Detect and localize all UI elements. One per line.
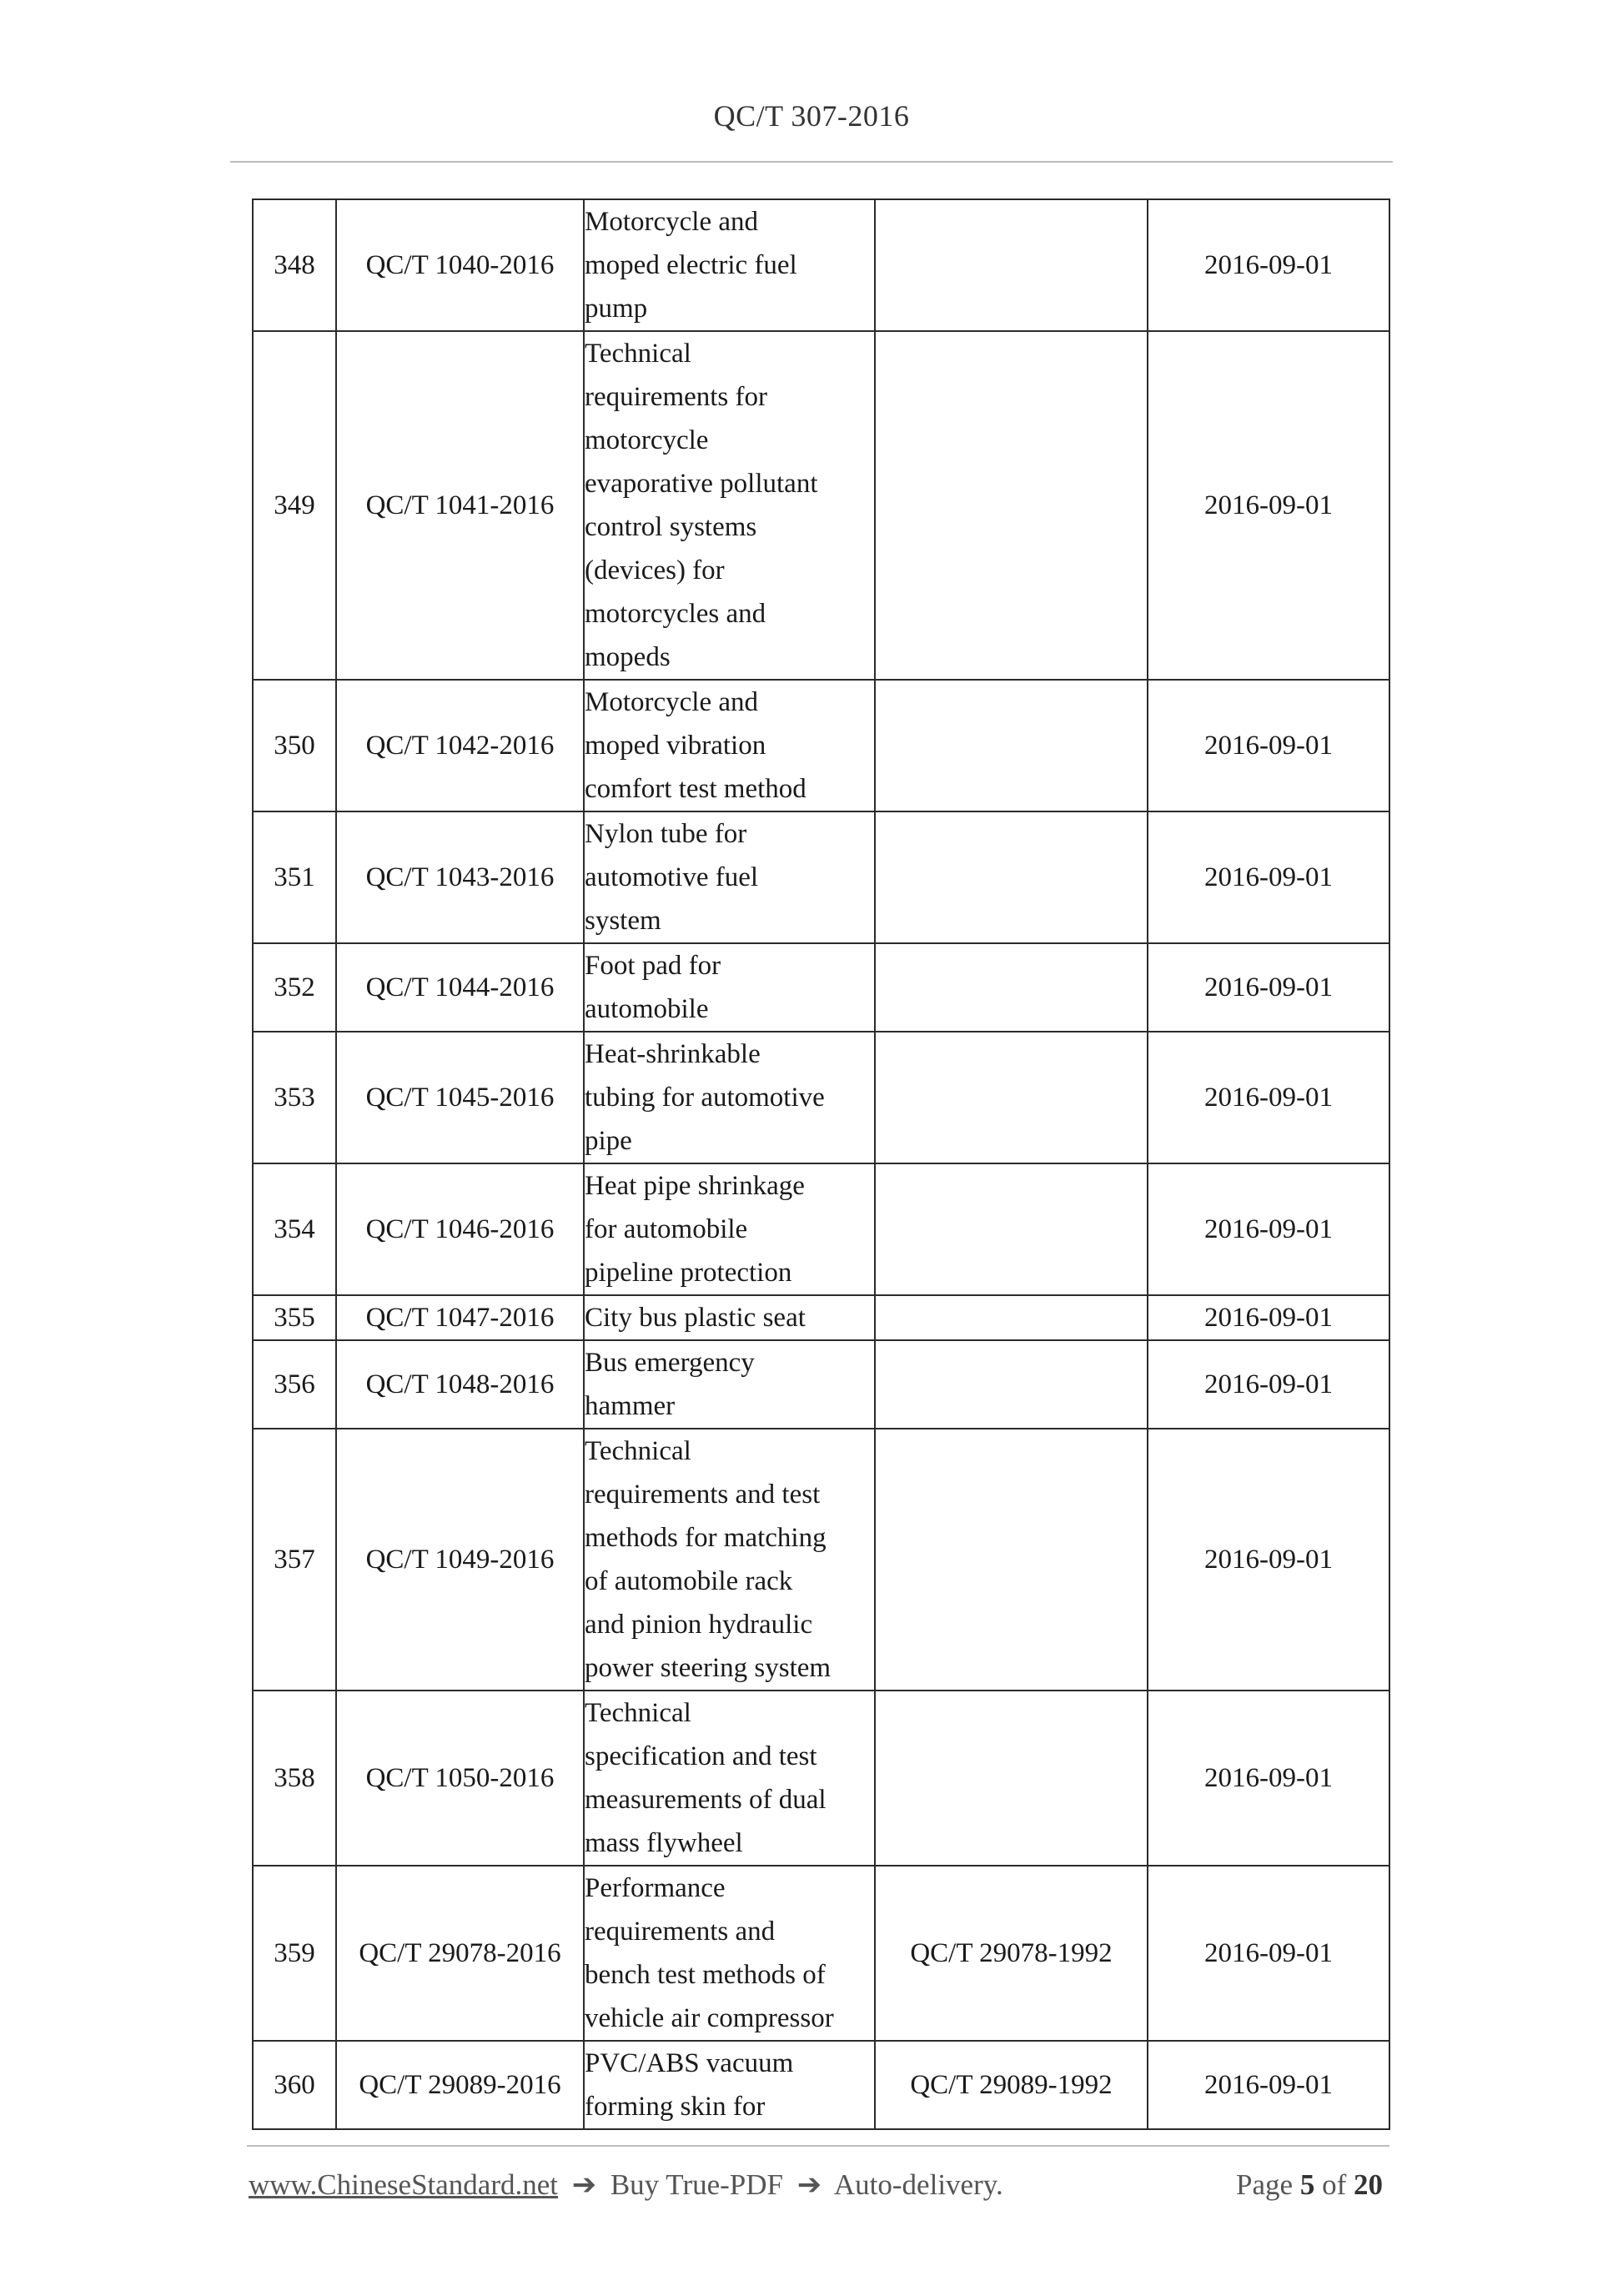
implementation-date: 2016-09-01	[1148, 331, 1389, 680]
title-line: PVC/ABS vacuum	[585, 2048, 794, 2078]
title-line: motorcycle	[585, 425, 709, 455]
standard-title	[584, 331, 875, 680]
footer-divider	[247, 2145, 1389, 2147]
table-row	[253, 1295, 1389, 1340]
title-line: requirements and test	[585, 1480, 821, 1510]
title-line: bench test methods of	[585, 1960, 826, 1990]
standard-title	[584, 943, 875, 1032]
standard-code: QC/T 29089-2016	[336, 2041, 584, 2129]
standard-code: QC/T 1046-2016	[336, 1163, 584, 1295]
replaced-standard: QC/T 29089-1992	[875, 2041, 1148, 2129]
row-number: 354	[253, 1163, 336, 1295]
table-row	[253, 1691, 1389, 1866]
row-number: 359	[253, 1866, 336, 2041]
standards-table	[252, 198, 1390, 2130]
table-row	[253, 1163, 1389, 1295]
replaced-standard	[875, 1429, 1148, 1691]
implementation-date: 2016-09-01	[1148, 1163, 1389, 1295]
implementation-date: 2016-09-01	[1148, 680, 1389, 811]
replaced-standard	[875, 1032, 1148, 1163]
title-line: Nylon tube for	[585, 819, 747, 849]
row-number: 349	[253, 331, 336, 680]
standard-code: QC/T 1047-2016	[336, 1295, 584, 1340]
standard-title	[584, 811, 875, 943]
title-line: Bus emergency	[585, 1348, 755, 1378]
implementation-date: 2016-09-01	[1148, 1429, 1389, 1691]
title-line: Performance	[585, 1873, 726, 1903]
standard-title	[584, 1691, 875, 1866]
title-line: Foot pad for	[585, 951, 721, 981]
footer-promo	[249, 2168, 1003, 2202]
standard-code: QC/T 1040-2016	[336, 199, 584, 331]
auto-delivery-text: Auto-delivery.	[833, 2168, 1003, 2201]
of-word: of	[1322, 2168, 1347, 2201]
implementation-date: 2016-09-01	[1148, 2041, 1389, 2129]
title-line: Heat-shrinkable	[585, 1039, 761, 1069]
table-row	[253, 1429, 1389, 1691]
replaced-standard: QC/T 29078-1992	[875, 1866, 1148, 2041]
replaced-standard	[875, 811, 1148, 943]
title-line: comfort test method	[585, 774, 806, 804]
title-line: vehicle air compressor	[585, 2003, 834, 2033]
table-row	[253, 1866, 1389, 2041]
row-number: 352	[253, 943, 336, 1032]
table-row	[253, 943, 1389, 1032]
title-line: Motorcycle and	[585, 687, 759, 717]
page-word: Page	[1236, 2168, 1294, 2201]
implementation-date: 2016-09-01	[1148, 811, 1389, 943]
replaced-standard	[875, 1340, 1148, 1429]
row-number: 360	[253, 2041, 336, 2129]
standard-title	[584, 680, 875, 811]
standard-code: QC/T 1043-2016	[336, 811, 584, 943]
implementation-date: 2016-09-01	[1148, 1032, 1389, 1163]
implementation-date: 2016-09-01	[1148, 943, 1389, 1032]
title-line: forming skin for	[585, 2092, 766, 2122]
table-row	[253, 811, 1389, 943]
title-line: methods for matching	[585, 1523, 827, 1553]
row-number: 351	[253, 811, 336, 943]
site-link[interactable]: www.ChineseStandard.net	[249, 2168, 558, 2201]
title-line: Technical	[585, 339, 691, 369]
standard-code: QC/T 1050-2016	[336, 1691, 584, 1866]
standard-code: QC/T 1044-2016	[336, 943, 584, 1032]
title-line: Technical	[585, 1698, 691, 1728]
title-line: power steering system	[585, 1653, 832, 1683]
replaced-standard	[875, 680, 1148, 811]
standard-code: QC/T 1042-2016	[336, 680, 584, 811]
replaced-standard	[875, 1691, 1148, 1866]
standard-title	[584, 199, 875, 331]
title-line: City bus plastic seat	[585, 1303, 806, 1333]
buy-true-pdf-text: Buy True-PDF	[610, 2168, 783, 2201]
title-line: motorcycles and	[585, 599, 766, 629]
row-number: 355	[253, 1295, 336, 1340]
title-line: pipe	[585, 1126, 632, 1156]
row-number: 350	[253, 680, 336, 811]
title-line: system	[585, 906, 661, 936]
title-line: moped electric fuel	[585, 250, 797, 280]
header-divider	[230, 161, 1393, 163]
title-line: evaporative pollutant	[585, 469, 818, 499]
table-row	[253, 2041, 1389, 2129]
title-line: mass flywheel	[585, 1828, 743, 1858]
title-line: requirements for	[585, 382, 767, 412]
title-line: tubing for automotive	[585, 1083, 825, 1113]
implementation-date: 2016-09-01	[1148, 1295, 1389, 1340]
implementation-date: 2016-09-01	[1148, 1691, 1389, 1866]
page-header-doc-code: QC/T 307-2016	[713, 99, 910, 133]
row-number: 348	[253, 199, 336, 331]
title-line: for automobile	[585, 1214, 748, 1244]
standard-title	[584, 2041, 875, 2129]
row-number: 358	[253, 1691, 336, 1866]
implementation-date: 2016-09-01	[1148, 1340, 1389, 1429]
title-line: pump	[585, 294, 648, 324]
standard-code: QC/T 1045-2016	[336, 1032, 584, 1163]
title-line: moped vibration	[585, 731, 766, 761]
arrow-right-icon: ➔	[796, 2168, 822, 2201]
table-row	[253, 331, 1389, 680]
row-number: 357	[253, 1429, 336, 1691]
replaced-standard	[875, 943, 1148, 1032]
replaced-standard	[875, 1295, 1148, 1340]
table-row	[253, 199, 1389, 331]
standard-title	[584, 1295, 875, 1340]
row-number: 356	[253, 1340, 336, 1429]
title-line: (devices) for	[585, 555, 725, 585]
standards-table-body	[253, 199, 1389, 2129]
title-line: automotive fuel	[585, 862, 759, 892]
page-current: 5	[1299, 2168, 1315, 2201]
title-line: specification and test	[585, 1741, 817, 1771]
implementation-date: 2016-09-01	[1148, 199, 1389, 331]
page-total: 20	[1354, 2168, 1383, 2201]
title-line: control systems	[585, 512, 757, 542]
replaced-standard	[875, 1163, 1148, 1295]
row-number: 353	[253, 1032, 336, 1163]
title-line: pipeline protection	[585, 1258, 792, 1288]
standard-title	[584, 1429, 875, 1691]
title-line: of automobile rack	[585, 1566, 793, 1596]
table-row	[253, 680, 1389, 811]
title-line: automobile	[585, 994, 709, 1024]
table-row	[253, 1340, 1389, 1429]
standard-title	[584, 1866, 875, 2041]
title-line: measurements of dual	[585, 1785, 827, 1815]
title-line: requirements and	[585, 1917, 776, 1947]
replaced-standard	[875, 199, 1148, 331]
standard-title	[584, 1163, 875, 1295]
arrow-right-icon: ➔	[571, 2168, 597, 2201]
title-line: and pinion hydraulic	[585, 1610, 813, 1640]
title-line: Motorcycle and	[585, 207, 759, 237]
replaced-standard	[875, 331, 1148, 680]
standard-code: QC/T 1048-2016	[336, 1340, 584, 1429]
title-line: Heat pipe shrinkage	[585, 1171, 805, 1201]
title-line: hammer	[585, 1391, 676, 1421]
page-indicator	[1236, 2168, 1383, 2202]
standard-title	[584, 1340, 875, 1429]
table-row	[253, 1032, 1389, 1163]
implementation-date: 2016-09-01	[1148, 1866, 1389, 2041]
title-line: mopeds	[585, 642, 671, 672]
standard-code: QC/T 1041-2016	[336, 331, 584, 680]
title-line: Technical	[585, 1436, 691, 1466]
standard-title	[584, 1032, 875, 1163]
standard-code: QC/T 29078-2016	[336, 1866, 584, 2041]
standard-code: QC/T 1049-2016	[336, 1429, 584, 1691]
